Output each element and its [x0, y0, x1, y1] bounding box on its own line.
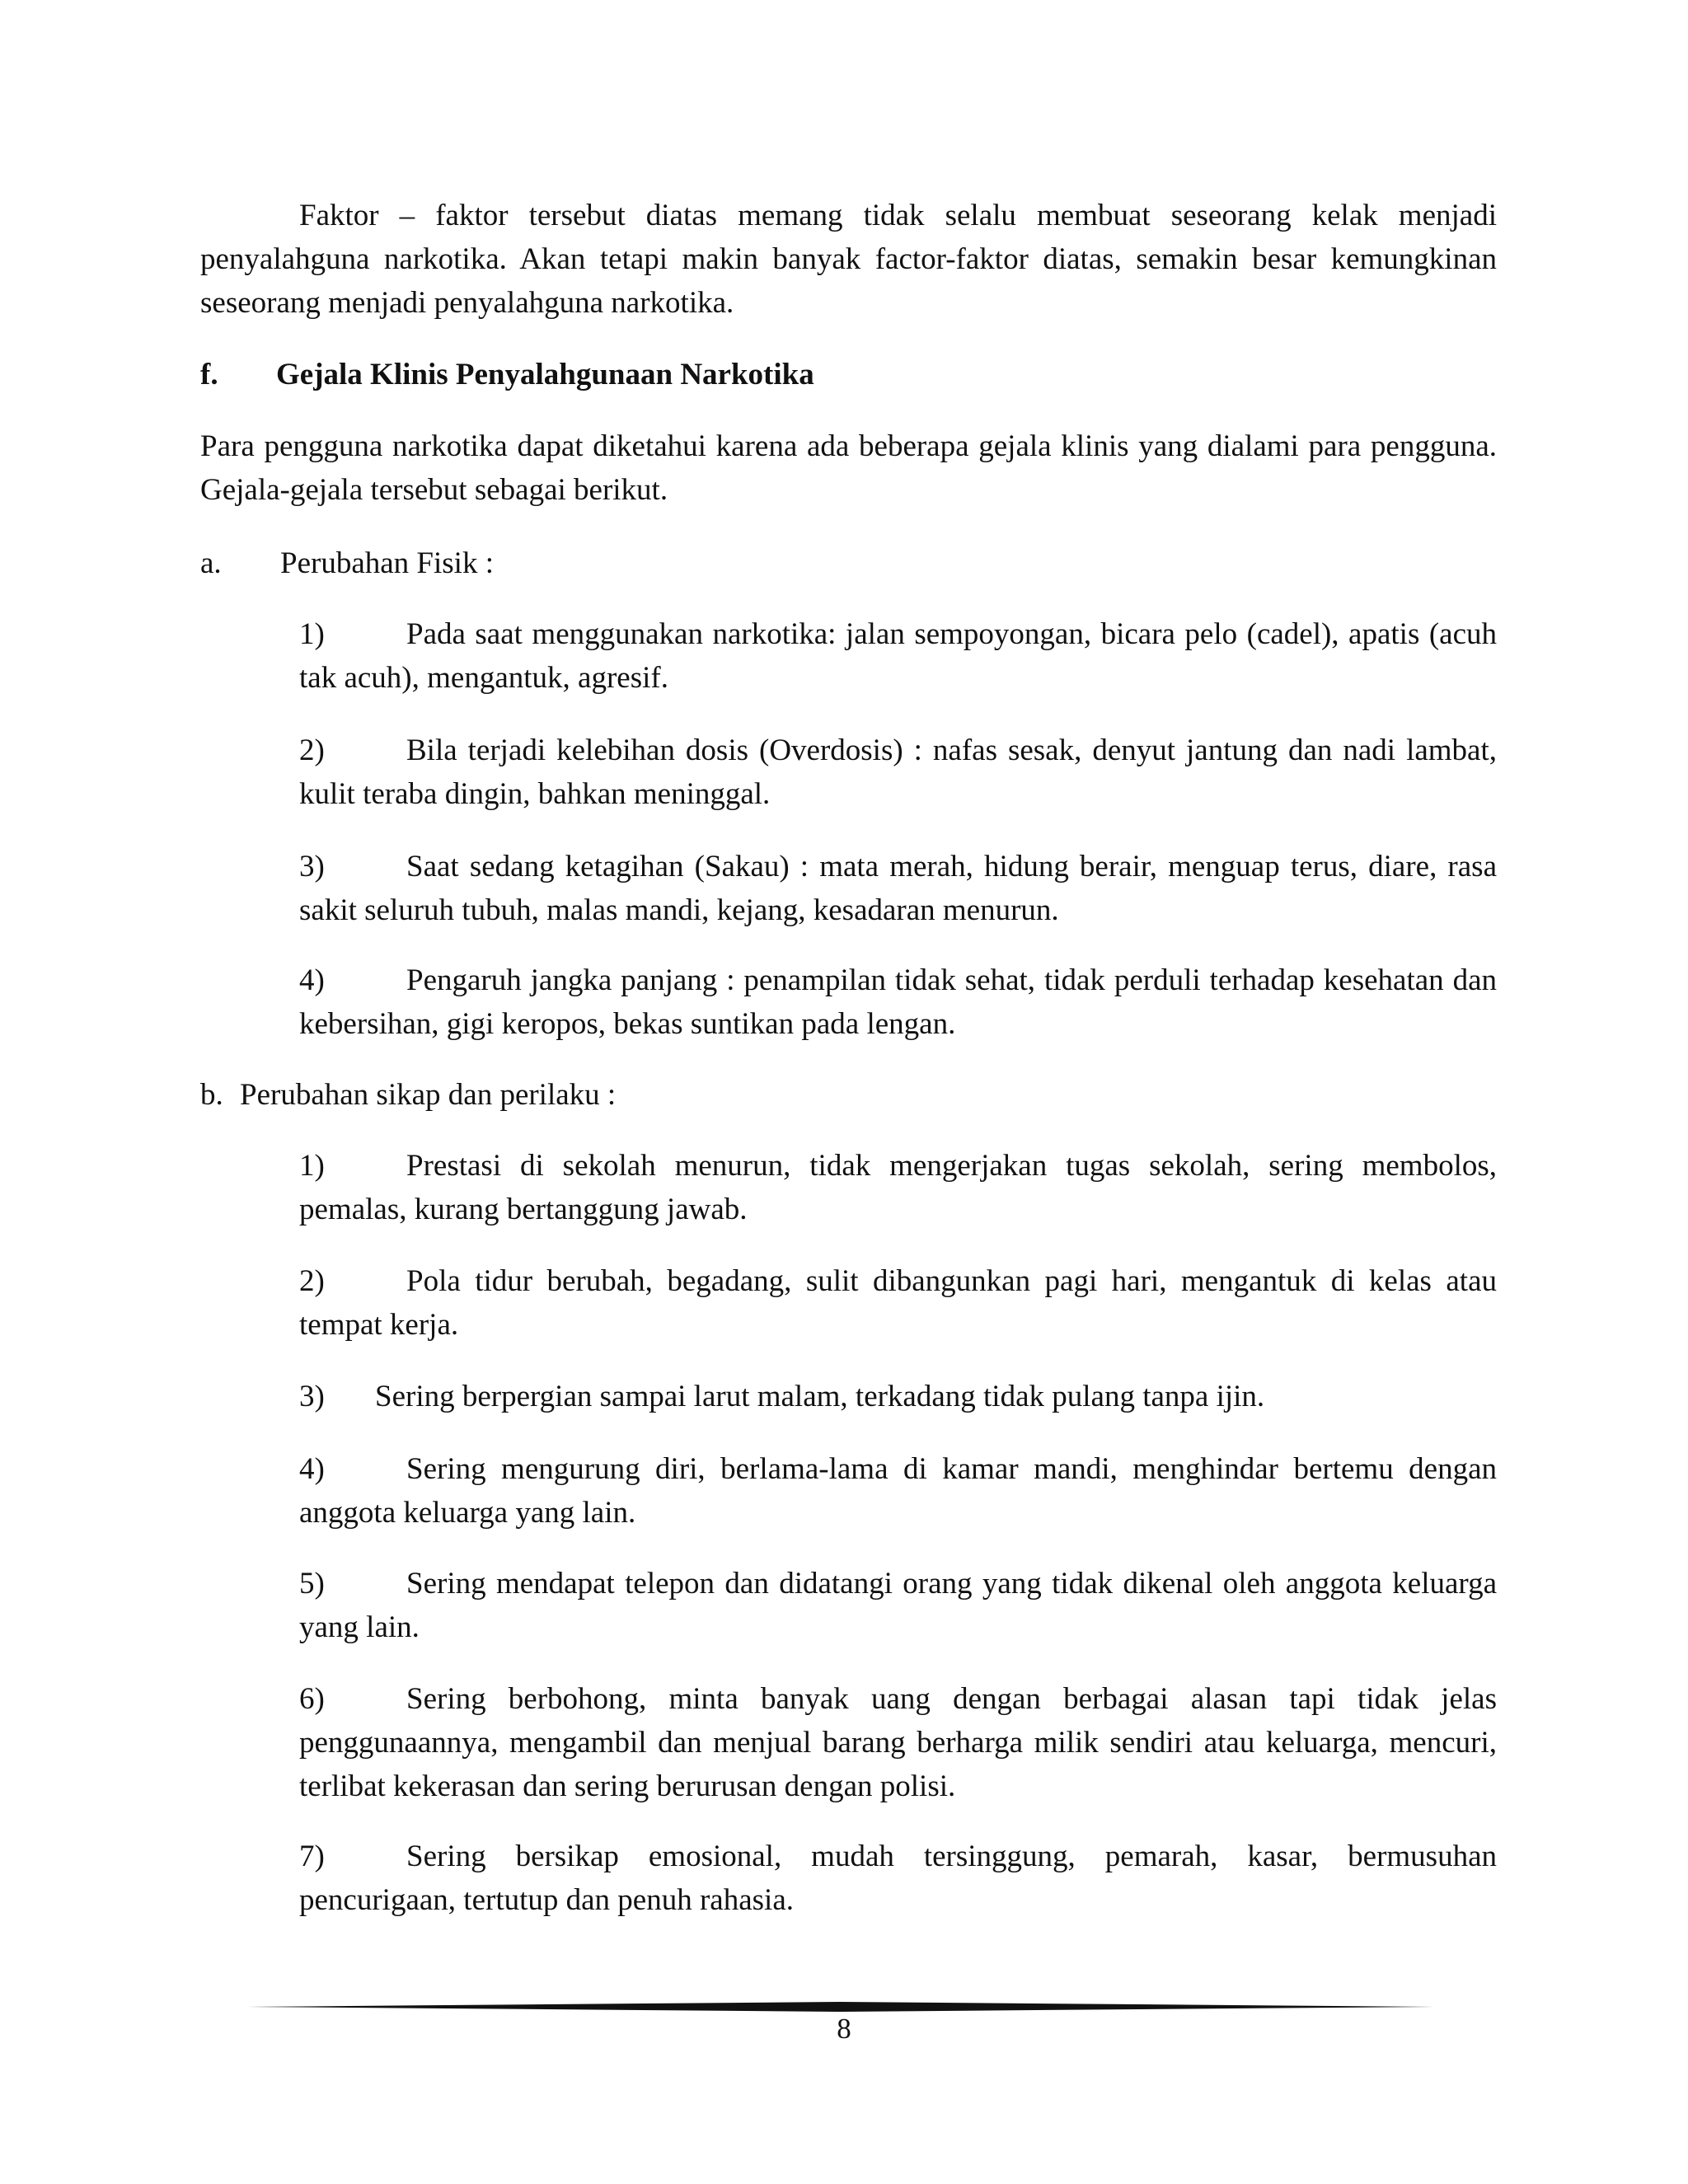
list-item-number: 2): [299, 1264, 325, 1298]
list-item-number: 4): [299, 1452, 325, 1486]
list-item: [299, 1375, 1497, 1418]
list-item: [299, 958, 1497, 1046]
list-item-number: 4): [299, 963, 325, 997]
list-item-text: Sering berbohong, minta banyak uang dengan berbagai alasan tapi tidak jelas penggunaannya, mengambil dan menjual barang berharga milik sendiri atau keluarga, mencuri, terlibat kekerasan dan sering berurusan dengan polisi.: [299, 1682, 1497, 1803]
list-item-text: Pengaruh jangka panjang : penampilan tidak sehat, tidak perduli terhadap kesehatan dan kebersihan, gigi keropos, bekas suntikan pada lengan.: [299, 963, 1497, 1041]
subsection-b-label: [200, 1073, 616, 1117]
intro-paragraph: Faktor – faktor tersebut diatas memang tidak selalu membuat seseorang kelak menjadi penyalahguna narkotika. Akan tetapi makin banyak factor-faktor diatas, semakin besar kemungkinan seseorang menjadi penyalahguna narkotika.: [200, 199, 1497, 320]
list-item: [299, 612, 1497, 700]
section-heading-number: f.: [200, 358, 218, 391]
list-item-number: 5): [299, 1567, 325, 1601]
subsection-b-number: b.: [200, 1078, 223, 1112]
list-item: [299, 729, 1497, 816]
list-item: [299, 1835, 1497, 1922]
section-heading-title: Gejala Klinis Penyalahgunaan Narkotika: [276, 358, 814, 391]
list-item-text: Prestasi di sekolah menurun, tidak mengerjakan tugas sekolah, sering membolos, pemalas, kurang bertanggung jawab.: [299, 1149, 1497, 1226]
section-heading: [200, 353, 814, 396]
list-item-number: 3): [299, 850, 325, 883]
list-item: [299, 1259, 1497, 1347]
subsection-a-title: Perubahan Fisik :: [280, 546, 494, 580]
list-item: [299, 1562, 1497, 1649]
page-number: 8: [837, 2013, 851, 2045]
subsection-b-title: Perubahan sikap dan perilaku :: [240, 1078, 617, 1112]
subsection-a-label: [200, 541, 494, 585]
list-item: [299, 1447, 1497, 1535]
list-item-number: 3): [299, 1380, 325, 1413]
list-item-number: 2): [299, 733, 325, 767]
list-item-number: 7): [299, 1840, 325, 1873]
list-item-number: 6): [299, 1682, 325, 1716]
list-item: [299, 1144, 1497, 1231]
list-item: [299, 845, 1497, 932]
list-item-number: 1): [299, 1149, 325, 1183]
subsection-a-number: a.: [200, 546, 222, 580]
list-item-text: Sering mendapat telepon dan didatangi orang yang tidak dikenal oleh anggota keluarga yang lain.: [299, 1567, 1497, 1644]
section-intro-paragraph: Para pengguna narkotika dapat diketahui karena ada beberapa gejala klinis yang dialami para pengguna. Gejala-gejala tersebut sebagai berikut.: [200, 429, 1497, 507]
list-item-text: Sering berpergian sampai larut malam, terkadang tidak pulang tanpa ijin.: [375, 1380, 1265, 1413]
list-item-text: Saat sedang ketagihan (Sakau) : mata merah, hidung berair, menguap terus, diare, rasa sakit seluruh tubuh, malas mandi, kejang, kesadaran menurun.: [299, 850, 1497, 927]
list-item-text: Sering mengurung diri, berlama-lama di kamar mandi, menghindar bertemu dengan anggota keluarga yang lain.: [299, 1452, 1497, 1530]
list-item: [299, 1677, 1497, 1808]
list-item-text: Sering bersikap emosional, mudah tersinggung, pemarah, kasar, bermusuhan pencurigaan, tertutup dan penuh rahasia.: [299, 1840, 1497, 1917]
list-item-text: Pola tidur berubah, begadang, sulit dibangunkan pagi hari, mengantuk di kelas atau tempat kerja.: [299, 1264, 1497, 1342]
list-item-text: Pada saat menggunakan narkotika: jalan sempoyongan, bicara pelo (cadel), apatis (acuh tak acuh), mengantuk, agresif.: [299, 617, 1497, 695]
list-item-number: 1): [299, 617, 325, 651]
list-item-text: Bila terjadi kelebihan dosis (Overdosis) : nafas sesak, denyut jantung dan nadi lambat, kulit teraba dingin, bahkan meninggal.: [299, 733, 1497, 811]
